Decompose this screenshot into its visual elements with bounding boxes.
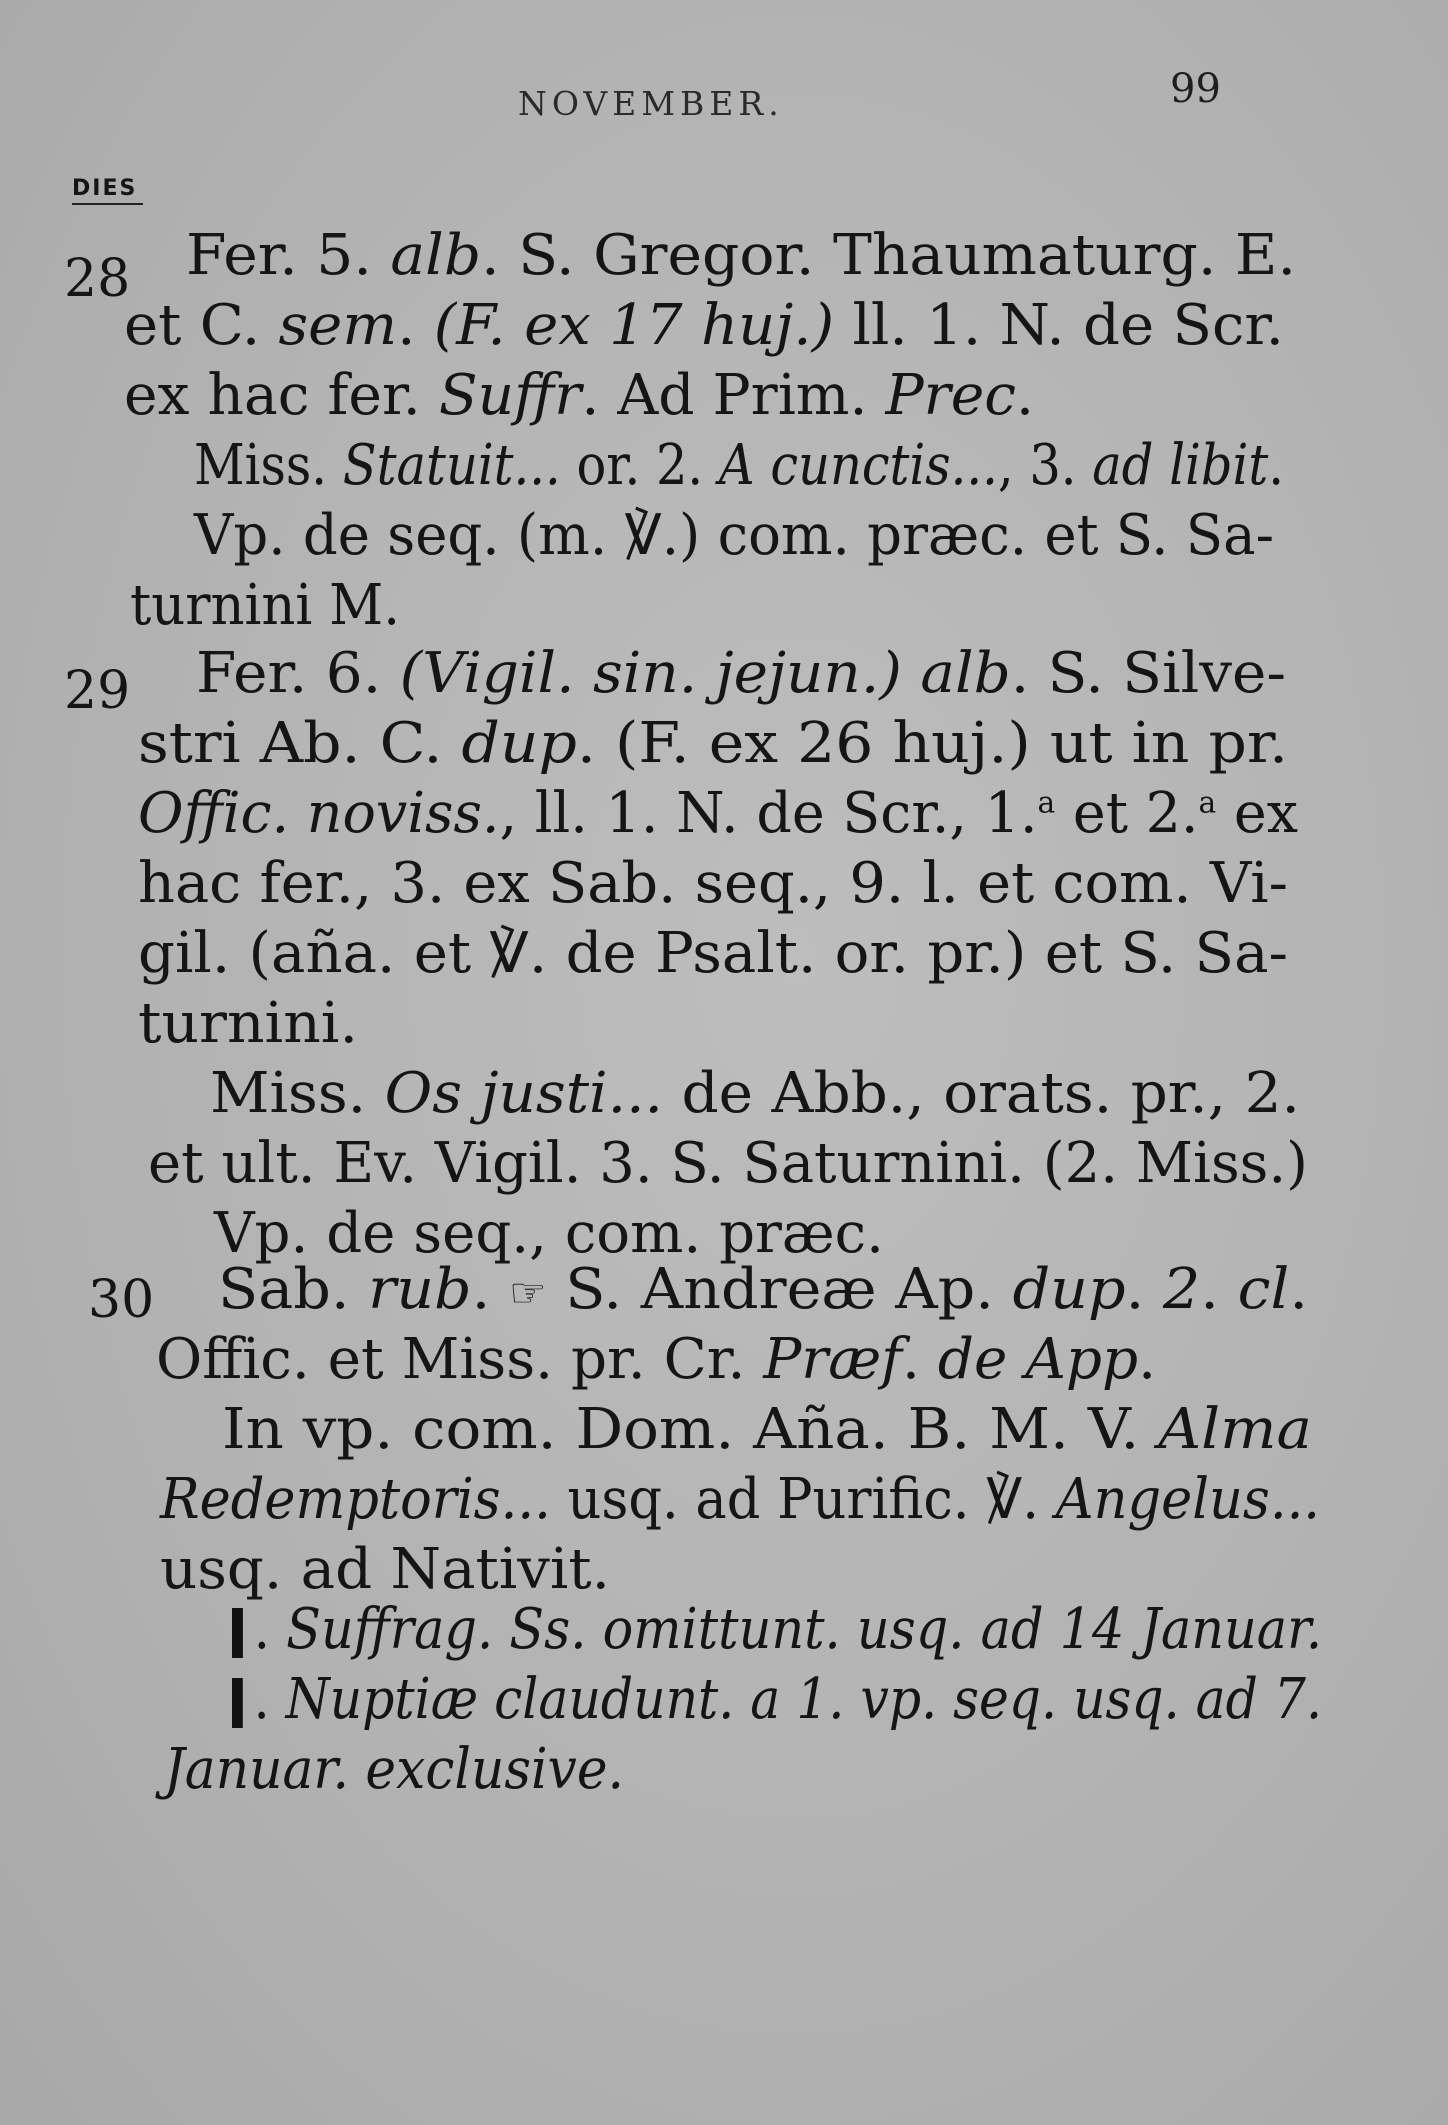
entry-29-line-8: et ult. Ev. Vigil. 3. S. Saturnini. (2. Miss.): [148, 1131, 1308, 1196]
entry-30-line-1: Sab. rub. ☞ S. Andreæ Ap. dup. 2. cl.: [218, 1257, 1308, 1322]
entry-29-line-1: Fer. 6. (Vigil. sin. jejun.) alb. S. Silve-: [196, 641, 1286, 706]
page-number: 99: [1170, 66, 1221, 112]
entry-30-line-3: In vp. com. Dom. Aña. B. M. V. Alma: [222, 1397, 1312, 1462]
entry-28-line-4: Miss. Statuit... or. 2. A cunctis..., 3. ad libit.: [194, 433, 1284, 498]
entry-29-line-5: gil. (aña. et ℣. de Psalt. or. pr.) et S. Sa-: [138, 921, 1288, 986]
entry-28-line-1: Fer. 5. alb. S. Gregor. Thaumaturg. E.: [186, 223, 1296, 288]
entry-29-line-4: hac fer., 3. ex Sab. seq., 9. l. et com. Vi-: [138, 851, 1289, 916]
entry-29-line-6: turnini.: [138, 991, 358, 1056]
entry-28-line-6: turnini M.: [130, 573, 400, 638]
entry-29-line-2: stri Ab. C. dup. (F. ex 26 huj.) ut in pr.: [138, 711, 1288, 776]
entry-28-line-3: ex hac fer. Suffr. Ad Prim. Prec.: [124, 363, 1034, 428]
entry-29-line-7: Miss. Os justi... de Abb., orats. pr., 2.: [210, 1061, 1300, 1126]
rubric-mark-icon: [232, 1678, 252, 1728]
day-number-30: 30: [88, 1270, 155, 1330]
day-number-28: 28: [64, 249, 131, 309]
entry-30-line-8: Januar. exclusive.: [164, 1737, 624, 1802]
entry-30-note-1: . Suffrag. Ss. omittunt. usq. ad 14 Januar.: [232, 1602, 1432, 1658]
entry-30-line-5: usq. ad Nativit.: [160, 1537, 610, 1602]
entry-28-line-5: Vp. de seq. (m. ℣.) com. præc. et S. Sa-: [194, 503, 1274, 568]
running-header-title: NOVEMBER.: [518, 84, 784, 123]
entry-29-line-3: Offic. noviss., ll. 1. N. de Scr., 1.$^a$ et 2.$^a$ ex: [138, 781, 1298, 846]
entry-30-line-4: Redemptoris... usq. ad Purific. ℣. Angelus...: [160, 1467, 1320, 1532]
dies-column-label: DIES: [72, 176, 143, 205]
entry-29-line-9: Vp. de seq., com. præc.: [214, 1201, 884, 1266]
pointing-hand-icon: ☞: [508, 1270, 547, 1317]
rubric-mark-icon: [232, 1608, 252, 1658]
day-number-29: 29: [64, 661, 131, 721]
entry-28-line-2: et C. sem. (F. ex 17 huj.) ll. 1. N. de Scr.: [124, 293, 1284, 358]
entry-30-line-2: Offic. et Miss. pr. Cr. Præf. de App.: [156, 1327, 1156, 1392]
entry-30-note-2: . Nuptiæ claudunt. a 1. vp. seq. usq. ad 7.: [232, 1672, 1444, 1728]
